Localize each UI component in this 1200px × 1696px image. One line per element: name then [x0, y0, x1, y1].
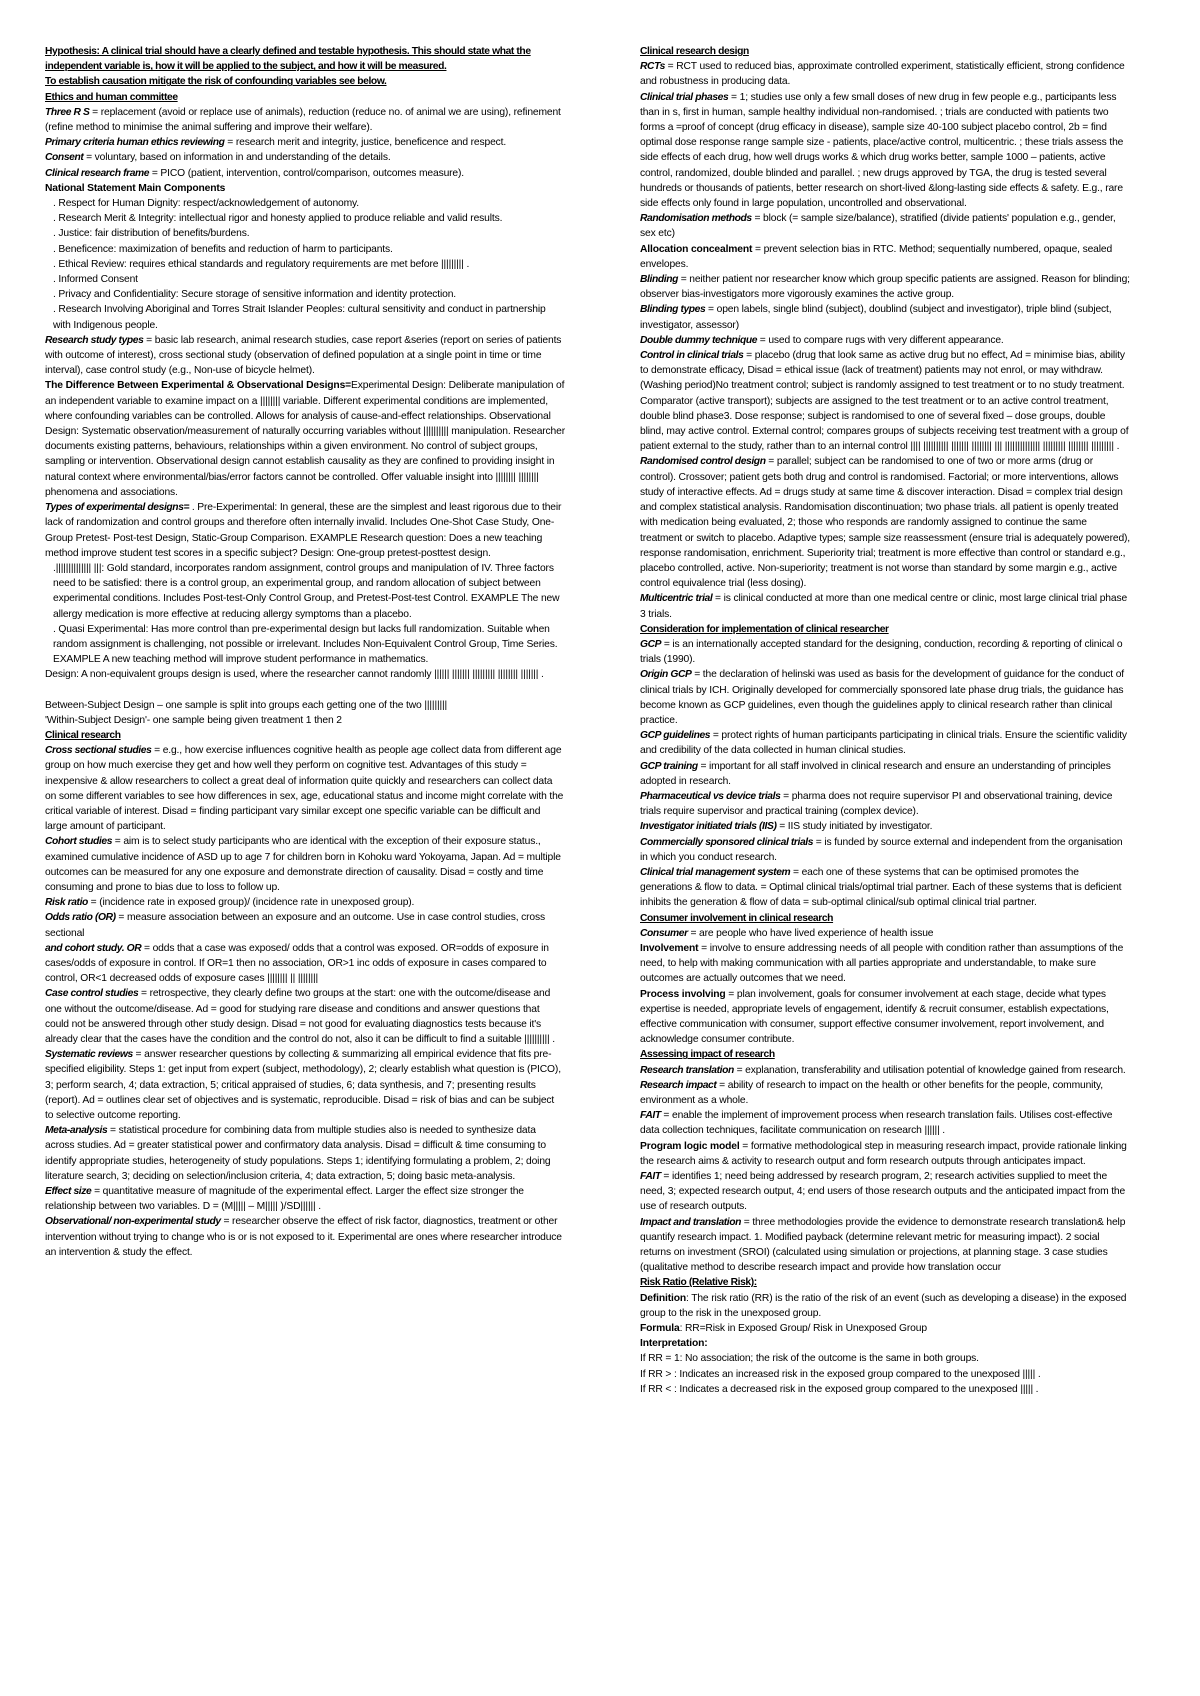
- term-label: Research impact: [640, 1079, 717, 1091]
- note-paragraph: [45, 1214, 565, 1260]
- term-label: Control in clinical trials: [640, 350, 744, 362]
- paragraph-text: = used to compare rugs with very different appearance.: [757, 334, 1004, 346]
- paragraph-text: . Quasi Experimental: Has more control than pre-experimental design but lacks full randomization. Suitable when random assignment is challenging, not possible or irrelevant. Includes Non-Equivalent Control Group, Time Series. EXAMPLE A new teaching method will improve student performance in mathematics.: [53, 623, 558, 666]
- note-paragraph: [45, 698, 565, 713]
- bold-label: Definition: [640, 1292, 686, 1304]
- paragraph-text: = placebo (drug that look same as active drug but no effect, Ad = minimise bias, ability to demonstrate efficacy, Disad = ethical issue (lack of treatment) patients may not enrol, or may withdraw. (Washing period)No treatment control; subject is randomly assigned to test treatment or to no study treatment. Comparator (active transport); subjects are assigned to the test treatment or to an active control treatment, double blind phase3. Dose response; subject is randomised to one of several fixed – dose groups, double blind, may active control. External control; compares groups of subjects receiving test treatment with a group of patient external to the study, rather than to an internal control |||| |||||||||| ||||||| |||||||| ||| |||||||||||||| ||||||||| |||||||| ||||||||| .: [640, 350, 1129, 453]
- note-paragraph: [640, 90, 1130, 212]
- note-paragraph: [640, 1063, 1130, 1078]
- section-heading: [640, 1275, 1130, 1290]
- paragraph-text: = retrospective, they clearly define two groups at the start: one with the outcome/disease and one without the outcome/disease. Ad = good for studying rare disease and conditions and answer questions that could not be answered through other study design. Disad = not good for evaluating diagnostics tests because it's already clear that the cases have the condition and the control do not, also it can be difficult to find a suitable |||||||||| .: [45, 988, 555, 1045]
- paragraph-text: = researcher observe the effect of risk factor, diagnostics, treatment or other intervention without trying to change who is or is not exposed to it. Experimental are ones where researcher introduce an intervention & study the effect.: [45, 1216, 562, 1258]
- note-paragraph: [640, 272, 1130, 302]
- bold-label: Allocation concealment: [640, 243, 753, 255]
- term-label: Clinical trial management system: [640, 866, 791, 878]
- term-label: Commercially sponsored clinical trials: [640, 836, 814, 848]
- right-column: [640, 44, 1130, 1397]
- paragraph-text: 'Within-Subject Design'- one sample being given treatment 1 then 2: [45, 714, 342, 726]
- paragraph-text: If RR > : Indicates an increased risk in the exposed group compared to the unexposed ||||| .: [640, 1368, 1041, 1380]
- note-paragraph: [45, 287, 565, 302]
- term-label: Randomised control design: [640, 456, 766, 468]
- note-paragraph: [640, 835, 1130, 865]
- note-paragraph: [45, 895, 565, 910]
- note-paragraph: [45, 272, 565, 287]
- note-paragraph: [640, 926, 1130, 941]
- paragraph-text: . Informed Consent: [53, 274, 138, 286]
- term-label: Double dummy technique: [640, 334, 758, 346]
- bold-label: Involvement: [640, 942, 699, 954]
- note-paragraph: [640, 302, 1130, 332]
- note-paragraph: [640, 637, 1130, 667]
- paragraph-text: = voluntary, based on information in and understanding of the details.: [83, 152, 391, 164]
- section-heading: [45, 74, 565, 89]
- term-label: Research study types: [45, 334, 144, 346]
- section-heading: [45, 90, 565, 105]
- note-paragraph: [640, 1215, 1130, 1276]
- note-paragraph: [640, 1321, 1130, 1336]
- paragraph-text: = pharma does not require supervisor PI and observational training, device trials require supervisor and practical training (complex device).: [640, 790, 1113, 818]
- term-label: GCP guidelines: [640, 730, 711, 742]
- paragraph-text: = RCT used to reduced bias, approximate controlled experiment, statistically efficient, strong confidence and robustness in producing data.: [640, 61, 1125, 88]
- paragraph-text: . Pre-Experimental: In general, these are the simplest and least rigorous due to their lack of randomization and control groups and therefore often internally invalid. Includes One-Shot Case Study, One-Group Pretest- Post-test Design, Static-Group Comparison. EXAMPLE Research question: Does a new teaching method improve student test scores in a specific subject? Design: One-group pretest-posttest design.: [45, 502, 562, 559]
- note-paragraph: [45, 743, 565, 834]
- section-heading: [640, 44, 1130, 59]
- term-label: Research translation: [640, 1064, 734, 1076]
- term-label: Primary criteria human ethics reviewing: [45, 137, 225, 149]
- paragraph-text: To establish causation mitigate the risk of confounding variables see below.: [45, 76, 387, 88]
- term-label: Origin GCP: [640, 669, 692, 681]
- note-paragraph: [45, 986, 565, 1047]
- paragraph-text: = protect rights of human participants participating in clinical trials. Ensure the scientific validity and credibility of the data collected in human clinical studies.: [640, 730, 1127, 757]
- term-label: Blinding types: [640, 304, 706, 316]
- note-paragraph: [640, 819, 1130, 834]
- note-paragraph: [45, 378, 565, 500]
- paragraph-text: . Ethical Review: requires ethical standards and regulatory requirements are met before ||||||||| .: [53, 258, 470, 270]
- paragraph-text: = PICO (patient, intervention, control/comparison, outcomes measure).: [149, 167, 464, 179]
- term-label: Odds ratio (OR): [45, 912, 116, 924]
- note-paragraph: [45, 242, 565, 257]
- paragraph-text: = answer researcher questions by collecting & summarizing all empirical evidence that fits pre-specified eligibility. Steps 1: get input from expert (subject, methodology), 2; clearly establish what question is (PICO), 3; perform search, 4; data extraction, 5; critical appraised of studies, 6; data synthesis, and 7; presenting results (report). Ad = outlines clear set of objectives and is systematic, reproducible. Disad = risk of bias and can be subject to selective outcome reporting.: [45, 1049, 561, 1122]
- paragraph-text: = quantitative measure of magnitude of the experimental effect. Larger the effect size stronger the relationship between two variables. D = (M||||| – M||||| )/SD|||||| .: [45, 1186, 524, 1213]
- paragraph-text: = are people who have lived experience of health issue: [687, 927, 934, 939]
- left-column: [45, 44, 565, 1260]
- paragraph-text: . Privacy and Confidentiality: Secure storage of sensitive information and identity protection.: [53, 289, 456, 301]
- paragraph-text: Clinical research design: [640, 46, 749, 57]
- note-paragraph: [45, 211, 565, 226]
- note-paragraph: [45, 105, 565, 135]
- term-label: and cohort study. OR: [45, 942, 142, 954]
- note-paragraph: [45, 1123, 565, 1184]
- paragraph-text: = enable the implement of improvement process when research translation fails. Utilises cost-effective data collection techniques, facilitate communication on research |||||| .: [640, 1110, 1113, 1137]
- term-label: RCTs: [640, 61, 665, 73]
- note-paragraph: [45, 1047, 565, 1123]
- paragraph-text: = e.g., how exercise influences cognitive health as people age collect data from different age group on how much exercise they get and how well they perform on cognitive test. Advantages of this study = inexpensive & allow researchers to collect a great deal of information quite quickly and researchers can collect data on some different variables to see how differences in sex, age, educational status and income might correlate with the critical variable of interest. Disad = finding participant vary similar except one specific variable can be difficult and large amount of participant.: [45, 745, 564, 833]
- note-paragraph: [640, 59, 1130, 89]
- term-label: Meta-analysis: [45, 1125, 108, 1137]
- paragraph-text: . Beneficence: maximization of benefits and reduction of harm to participants.: [53, 243, 393, 255]
- term-label: Consumer: [640, 927, 688, 939]
- paragraph-text: Consideration for implementation of clinical researcher: [640, 623, 889, 635]
- paragraph-text: = replacement (avoid or replace use of animals), reduction (reduce no. of animal we are using), refinement (refine method to minimise the animal suffering and improve their welfare).: [45, 106, 561, 134]
- paragraph-text: = parallel; subject can be randomised to one of two or more arms (drug or control). Crossover; patient gets both drug and control is randomised. Factorial; or more interventions, allows study of interactive effects. Ad = drugs study at same time & discover interaction. Disad = complex trial design and complex statistical analysis. Randomisation discontinuation; two phase trials. all patient is openly treated with medication being evaluated, 2; those who responds are randomly assigned to continue the same treatment or switch to placebo. Adaptive types; sample size reassessment (ensure trial is adequately powered), response randomisation, enrichment. Superiority trial; treatment is more effective than control or standard e.g., placebo controlled, active. Non-superiority; treatment is not worse than standard by some margin e.g., active control equivalence trial (less dosing).: [640, 456, 1131, 590]
- paragraph-text: = aim is to select study participants who are identical with the exception of their exposure status., examined cumulative incidence of ASD up to age 7 for children born in Kohoku ward Yokoyama, Japan. Ad = multiple outcomes can be measured for any one exposure and demonstrate direction of causality. Disad = costly and time consuming and prone to bias due to loss to follow up.: [45, 836, 561, 893]
- paragraph-text: = the declaration of helinski was used as basis for the development of guidance for the conduct of clinical trials by ICH. Originally developed for commercially sponsored late phase drug trials, the guidance has become known as GCP guidelines, even though the guidelines apply to clinical research rather than clinical practice.: [640, 669, 1124, 726]
- paragraph-text: = odds that a case was exposed/ odds that a control was exposed. OR=odds of exposure in cases/odds of exposure in control. If OR=1 then no association, OR>1 inc odds of exposure in cases compared to control, OR<1 decreased odds of exposure cases |||||||| || ||||||||: [45, 942, 549, 985]
- term-label: Three R S: [45, 106, 90, 118]
- note-paragraph: [45, 135, 565, 150]
- term-label: Randomisation methods: [640, 213, 752, 225]
- note-paragraph: [640, 211, 1130, 241]
- paragraph-text: Experimental Design: Deliberate manipulation of an independent variable to examine impact on a |||||||| variable. Different experimental conditions are implemented, where confounding variables can be controlled. Allows for analysis of cause-and-effect relationships. Observational Design: Systematic observation/measurement of naturally occurring variables without |||||||||| manipulation. Researcher documents existing patterns, behaviours, relationships within a given environment. No control of subject groups, sampling or intervention. Observational design cannot establish causality as they are confined to providing insight in natural context where environmental/bias/error factors cannot be controlled. Offer valuable insight into |||||||| |||||||| phenomena and associations.: [45, 380, 565, 498]
- term-label: Consent: [45, 152, 84, 164]
- section-heading: [640, 1047, 1130, 1062]
- term-label: Cohort studies: [45, 836, 113, 848]
- note-paragraph: [640, 987, 1130, 1048]
- note-paragraph: [640, 1139, 1130, 1169]
- bold-label: Process involving: [640, 988, 726, 1000]
- note-paragraph: [45, 196, 565, 211]
- paragraph-text: If RR = 1: No association; the risk of the outcome is the same in both groups.: [640, 1353, 979, 1365]
- paragraph-text: . Justice: fair distribution of benefits/burdens.: [53, 228, 250, 240]
- paragraph-text: = ability of research to impact on the health or other benefits for the people, community, environment as a whole.: [640, 1079, 1103, 1107]
- paragraph-text: Clinical research: [45, 729, 121, 741]
- paragraph-text: = 1; studies use only a few small doses of new drug in few people e.g., participants less than in s, first in human, sample healthy individual non-randomised. ; trials are conducted with patients two forms a =proof of concept (drug efficacy in disease), sample size 40-100 subject placebo control, 2b = find optimal dose response range sample size - patients, place/active control, multicentric. ; these trials assess the side effects of each drug, how well drugs works & which drug works better, sample 1000 – patients, active control, randomized, double blinded and parallel. ; new drugs approved by TGA, the drug is tested several hundreds or thousands of patients, better research on short-lived &long-lasting side effects & safety. E.g., rare side effects only found in large population, uncontrolled and observational.: [640, 91, 1124, 210]
- paragraph-text: Ethics and human committee: [45, 91, 178, 103]
- paragraph-text: = prevent selection bias in RTC. Method; sequentially numbered, opaque, sealed envelopes.: [640, 243, 1113, 270]
- paragraph-text: If RR < : Indicates a decreased risk in the exposed group compared to the unexposed ||||| .: [640, 1383, 1039, 1395]
- paragraph-text: Consumer involvement in clinical research: [640, 912, 834, 924]
- note-paragraph: [640, 1367, 1130, 1382]
- note-paragraph: [640, 789, 1130, 819]
- note-paragraph: [45, 941, 565, 987]
- note-paragraph: [45, 500, 565, 561]
- note-paragraph: [45, 622, 565, 668]
- note-paragraph: [45, 683, 565, 698]
- bold-label: Program logic model: [640, 1140, 740, 1152]
- note-paragraph: [640, 1336, 1130, 1351]
- paragraph-text: = involve to ensure addressing needs of all people with condition rather than assumptions of the need, to help with making communication with all parties appropriate and understandable, to make sure outcomes are actually outcomes that we need.: [640, 942, 1124, 985]
- term-label: Pharmaceutical vs device trials: [640, 790, 781, 802]
- note-paragraph: [640, 1291, 1130, 1321]
- note-paragraph: [640, 348, 1130, 454]
- note-paragraph: [640, 759, 1130, 789]
- term-label: FAIT: [640, 1110, 661, 1122]
- section-heading: [45, 728, 565, 743]
- note-paragraph: [640, 1078, 1130, 1108]
- term-label: Cross sectional studies: [45, 745, 152, 757]
- paragraph-text: . Respect for Human Dignity: respect/acknowledgement of autonomy.: [53, 198, 359, 210]
- note-paragraph: [640, 728, 1130, 758]
- paragraph-text: = is clinical conducted at more than one medical centre or clinic, most large clinical trial phase 3 trials.: [640, 593, 1128, 620]
- paragraph-text: National Statement Main Components: [45, 182, 226, 194]
- section-heading: [640, 911, 1130, 926]
- note-paragraph: [640, 242, 1130, 272]
- paragraph-text: = neither patient nor researcher know which group specific patients are assigned. Reason for blinding; observer bias-investigators more vigorously examines the active group.: [640, 274, 1130, 301]
- note-paragraph: [640, 1108, 1130, 1138]
- term-label: FAIT: [640, 1171, 661, 1183]
- note-paragraph: [640, 454, 1130, 591]
- bold-label: Formula: [640, 1323, 680, 1335]
- paragraph-text: Between-Subject Design – one sample is split into groups each getting one of the two |||||||||: [45, 699, 448, 711]
- paragraph-text: = statistical procedure for combining data from multiple studies also is needed to synthesize data across studies. Ad = greater statistical power and confirmatory data analysis. Disad = difficult & time consuming to identify appropriate studies, heterogeneity of study populations. Steps 1; identifying formulating a problem, 2; doing literature search, 3; deciding on selection/inclusion criteria, 4; data extraction, 5; doing basic meta-analysis.: [45, 1125, 551, 1182]
- term-label: Types of experimental designs=: [45, 502, 190, 514]
- note-paragraph: [640, 1382, 1130, 1397]
- term-label: Case control studies: [45, 988, 139, 1000]
- section-heading: [45, 44, 565, 74]
- note-paragraph: [640, 333, 1130, 348]
- paragraph-text: Interpretation:: [640, 1338, 708, 1350]
- paragraph-text: = research merit and integrity, justice, beneficence and respect.: [224, 137, 507, 149]
- paragraph-text: = open labels, single blind (subject), doublind (subject and investigator), triple blind (subject, investigator, assessor): [640, 304, 1112, 331]
- note-paragraph: [45, 181, 565, 196]
- term-label: GCP: [640, 638, 662, 650]
- note-paragraph: [45, 713, 565, 728]
- paragraph-text: : RR=Risk in Exposed Group/ Risk in Unexposed Group: [679, 1323, 927, 1335]
- note-paragraph: [640, 1169, 1130, 1215]
- note-paragraph: [45, 302, 565, 332]
- note-paragraph: [640, 865, 1130, 911]
- term-label: Effect size: [45, 1186, 92, 1198]
- note-paragraph: [45, 910, 565, 940]
- note-paragraph: [640, 667, 1130, 728]
- paragraph-text: Hypothesis: A clinical trial should have a clearly defined and testable hypothesis. This should state what the independent variable is, how it will be applied to the subject, and how it will be measured.: [45, 46, 531, 73]
- paragraph-text: = each one of these systems that can be optimised promotes the generations & flow to data. = Optimal clinical trials/optimal trial partner. Each of these systems that is deficient inhibits the generation & flow of data = sub-optimal clinical/sub optimal clinical trial partner.: [640, 866, 1122, 909]
- note-paragraph: [640, 591, 1130, 621]
- term-label: Systematic reviews: [45, 1049, 133, 1061]
- paragraph-text: = identifies 1; need being addressed by research program, 2; research activities supplied to meet the need, 3; expected research output, 4; end users of those research outputs and the anticipated impact from the use of research outputs.: [640, 1171, 1126, 1213]
- term-label: GCP training: [640, 760, 698, 772]
- paragraph-text: = is an internationally accepted standard for the designing, conduction, recording & reporting of clinical o trials (1990).: [640, 638, 1123, 666]
- note-paragraph: [640, 1351, 1130, 1366]
- paragraph-text: . Research Involving Aboriginal and Torres Strait Islander Peoples: cultural sensitivity and conduct in partnership with Indigenous people.: [53, 304, 546, 331]
- note-paragraph: [45, 1184, 565, 1214]
- paragraph-text: = basic lab research, animal research studies, case report &series (report on series of patients with outcome of interest), cross sectional study (observation of defined population at a single point in time or time interval), case control study (e.g., Non-use of bicycle helmet).: [45, 334, 562, 377]
- paragraph-text: = is funded by source external and independent from the organisation in which you conduct research.: [640, 836, 1123, 863]
- paragraph-text: Assessing impact of research: [640, 1049, 775, 1061]
- paragraph-text: = IIS study initiated by investigator.: [776, 821, 933, 833]
- paragraph-text: = plan involvement, goals for consumer involvement at each stage, decide what types expertise is needed, appropriate levels of engagement, identify & recruit consumer, establish expectations, effective communication with consumer, support effective consumer involvement, report involvement, and acknowledge consumer contribute.: [640, 988, 1109, 1046]
- note-paragraph: [45, 226, 565, 241]
- term-label: Investigator initiated trials (IIS): [640, 821, 777, 833]
- paragraph-text: = measure association between an exposure and an outcome. Use in case control studies, cross sectional: [45, 912, 546, 939]
- note-paragraph: [45, 834, 565, 895]
- note-paragraph: [640, 941, 1130, 987]
- term-label: Blinding: [640, 274, 678, 286]
- note-paragraph: [45, 257, 565, 272]
- term-label: Risk ratio: [45, 897, 88, 909]
- paragraph-text: = formative methodological step in measuring research impact, provide rationale linking the research aims & activity to research output and form research outputs through anticipates impact.: [640, 1140, 1127, 1167]
- note-paragraph: [45, 150, 565, 165]
- term-label: Clinical research frame: [45, 167, 150, 179]
- note-paragraph: [45, 166, 565, 181]
- term-label: Impact and translation: [640, 1216, 742, 1228]
- paragraph-text: Risk Ratio (Relative Risk):: [640, 1277, 757, 1289]
- paragraph-text: : The risk ratio (RR) is the ratio of the risk of an event (such as developing a disease) in the exposed group to the risk in the unexposed group.: [640, 1292, 1127, 1319]
- paragraph-text: = (incidence rate in exposed group)/ (incidence rate in unexposed group).: [87, 897, 415, 909]
- paragraph-text: = important for all staff involved in clinical research and ensure an understanding of principles adopted in research.: [640, 760, 1111, 787]
- paragraph-text: . Research Merit & Integrity: intellectual rigor and honesty applied to produce reliable and valid results.: [53, 213, 503, 225]
- paragraph-text: = block (= sample size/balance), stratified (divide patients' population e.g., gender, sex etc): [640, 213, 1116, 240]
- note-paragraph: [45, 667, 565, 682]
- note-paragraph: [45, 561, 565, 622]
- note-paragraph: [45, 333, 565, 379]
- paragraph-text: .|||||||||||||| |||: Gold standard, incorporates random assignment, control groups and manipulation of IV. Three factors need to be satisfied: there is a control group, an experimental group, and random allocation of subject between experimental conditions. Includes Post-test-Only Control Group, and Pretest-Post-test Control. EXAMPLE The new allergy medication is more effective at reducing allergy symptoms than a placebo.: [53, 562, 560, 620]
- term-label: Observational/ non-experimental study: [45, 1216, 221, 1228]
- section-heading: [640, 622, 1130, 637]
- term-label: Multicentric trial: [640, 593, 713, 605]
- paragraph-text: = three methodologies provide the evidence to demonstrate research translation& help quantify research impact. 1. Modified payback (determine relevant metric for measuring impact). 2 social returns on investment (SROI) (calculated using simulation or projections, at planning stage. 3 case studies (qualitative method to describe research impact and provide how translation occur: [640, 1216, 1126, 1274]
- paragraph-text: Design: A non-equivalent groups design is used, where the researcher cannot randomly |||||| ||||||| ||||||||| |||||||| ||||||| .: [45, 669, 544, 681]
- paragraph-text: = explanation, transferability and utilisation potential of knowledge gained from research.: [733, 1064, 1126, 1076]
- bold-label: The Difference Between Experimental & Observational Designs=: [45, 380, 352, 392]
- term-label: Clinical trial phases: [640, 91, 729, 103]
